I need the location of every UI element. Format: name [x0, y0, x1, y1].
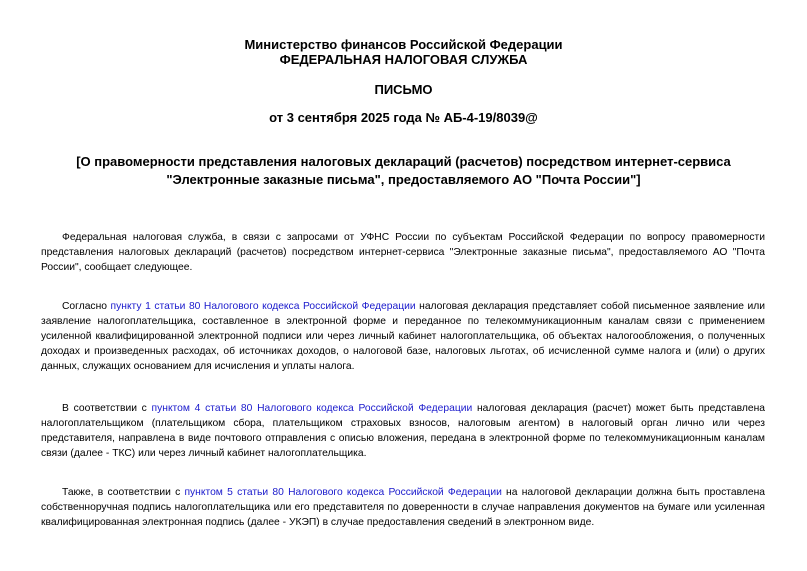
law-link-article-80-point-1[interactable]: пункту 1 статьи 80 Налогового кодекса Российской Федерации [110, 301, 416, 312]
paragraph-2 [41, 299, 765, 374]
paragraph-3-text: налоговая декларация (расчет) может быть представлена налогоплательщиком (плательщиком сбора, плательщиком страховых взносов, налоговым агентом) в налоговый орган лично или через представителя, направлена в виде почтового отправления с описью вложения, передана в электронной форме по телекоммуникационным каналам связи (далее - ТКС) или через личный кабинет налогоплательщика. [41, 403, 765, 459]
service-name: ФЕДЕРАЛЬНАЯ НАЛОГОВАЯ СЛУЖБА [279, 52, 528, 67]
paragraph-1: Федеральная налоговая служба, в связи с запросами от УФНС России по субъектам Российской Федерации по вопросу правомерности представления налоговых деклараций (расчетов) посредством интернет-сервиса "Электронные заказные письма", предоставляемого АО "Почта России", сообщает следующее. [41, 232, 765, 273]
law-link-article-80-point-4[interactable]: пунктом 4 статьи 80 Налогового кодекса Российской Федерации [151, 403, 473, 414]
paragraph-2-text: налоговая декларация представляет собой письменное заявление или заявление налогоплательщика, составленное в электронной форме и переданное по телекоммуникационным каналам связи с применением усиленной квалифицированной электронной подписи или через личный кабинет налогоплательщика, об объектах налогообложения, о полученных доходах и произведенных расходах, об источниках доходов, о налоговой базе, налоговых льготах, об исчисленной сумме налога и (или) о других данных, служащих основанием для исчисления и уплаты налога. [41, 301, 765, 372]
document-title-line-1: [О правомерности представления налоговых деклараций (расчетов) посредством интернет-сервиса [76, 154, 731, 169]
document-type: ПИСЬМО [374, 82, 433, 97]
paragraph-3 [41, 401, 765, 461]
paragraph-4 [41, 485, 765, 530]
document-title-line-2: "Электронные заказные письма", предоставляемого АО "Почта России"] [166, 172, 641, 187]
law-link-article-80-point-5[interactable]: пунктом 5 статьи 80 Налогового кодекса Российской Федерации [184, 487, 502, 498]
paragraph-4-lead: Также, в соответствии с [62, 487, 185, 498]
paragraph-3-lead: В соответствии с [62, 403, 152, 414]
paragraph-4-text: на налоговой декларации должна быть проставлена собственноручная подпись налогоплательщика или его представителя по доверенности в случае направления документов на бумаге или усиленная квалифицированная электронная подпись (далее - УКЭП) в случае предоставления сведений в электронном виде. [41, 487, 765, 528]
paragraph-2-lead: Согласно [62, 301, 111, 312]
document-body [41, 230, 765, 554]
ministry-name: Министерство финансов Российской Федерации [244, 37, 563, 52]
document-number: от 3 сентября 2025 года № АБ-4-19/8039@ [269, 110, 538, 125]
